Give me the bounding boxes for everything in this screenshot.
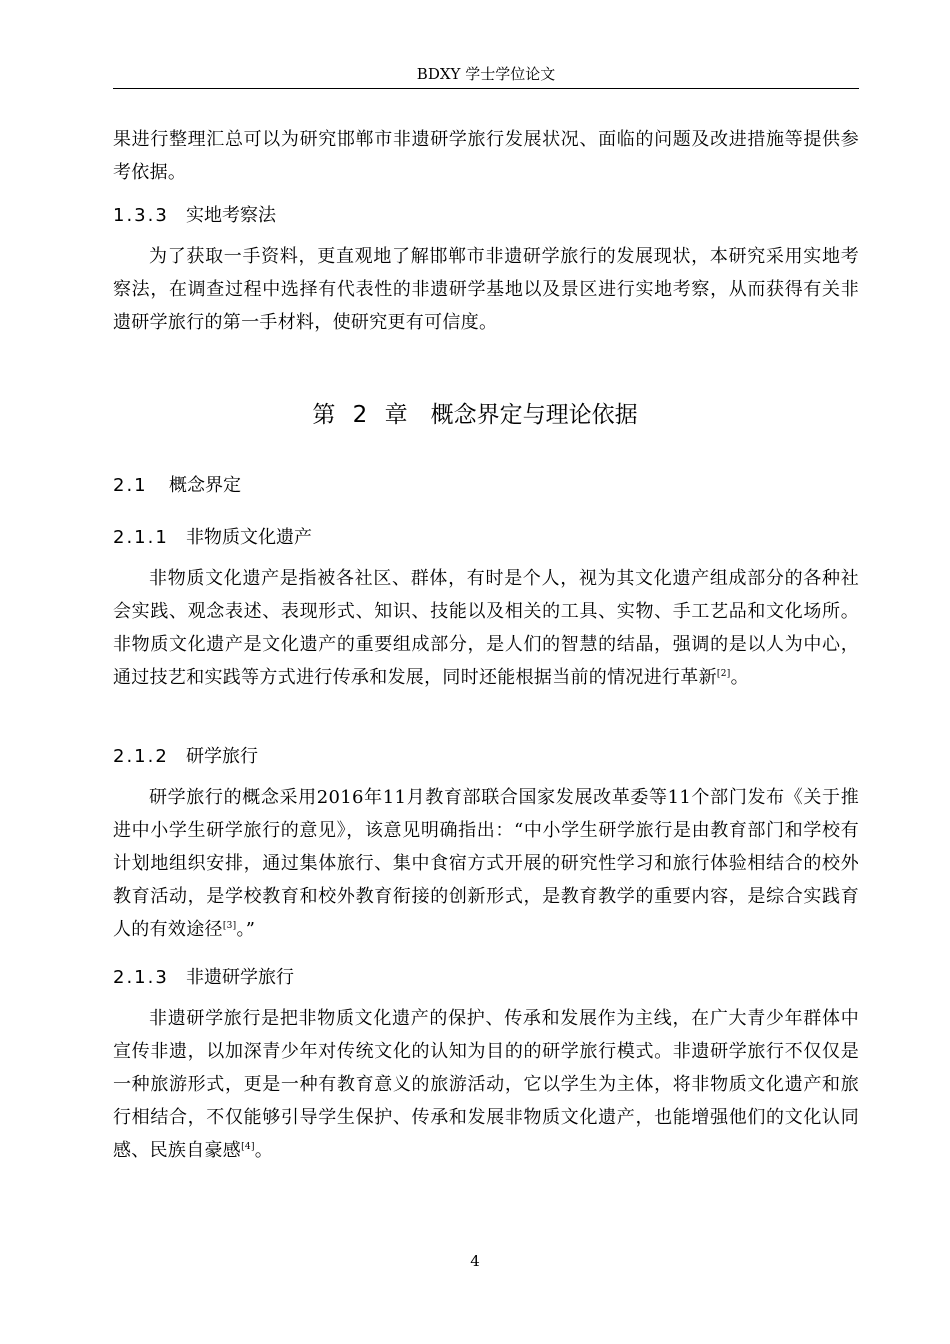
section-number: 1.3.3	[113, 205, 169, 226]
section-1-3-3-body: 为了获取一手资料，更直观地了解邯郸市非遗研学旅行的发展现状，本研究采用实地考察法，在调查过程中选择有代表性的非遗研学基地以及景区进行实地考察，从而获得有关非遗研学旅行的第一手材料，使研究更有可信度。	[113, 246, 859, 333]
paragraph-tail: 。”	[236, 919, 256, 940]
section-number: 2.1.1	[113, 527, 169, 548]
paragraph-tail: 。	[254, 1140, 274, 1161]
page-number: 4	[470, 1252, 480, 1270]
paragraph-text: 非遗研学旅行是把非物质文化遗产的保护、传承和发展作为主线，在广大青少年群体中宣传非遗，以加深青少年对传统文化的认知为目的的研学旅行模式。非遗研学旅行不仅仅是一种旅游形式，更是一种有教育意义的旅游活动，它以学生为主体，将非物质文化遗产和旅行相结合，不仅能够引导学生保护、传承和发展非物质文化遗产，也能增强他们的文化认同感、民族自豪感	[113, 1008, 859, 1161]
chapter-title: 概念界定与理论依据	[430, 402, 638, 428]
continuation-paragraph: 果进行整理汇总可以为研究邯郸市非遗研学旅行发展状况、面临的问题及改进措施等提供参考依据。	[113, 129, 859, 183]
section-2-1-heading	[113, 472, 241, 500]
citation-ref: [2]	[716, 669, 731, 679]
chapter-heading	[0, 398, 950, 432]
section-title: 概念界定	[169, 475, 241, 496]
section-2-1-3-body	[113, 1002, 859, 1167]
paragraph-text: 研学旅行的概念采用2016年11月教育部联合国家发展改革委等11个部门发布《关于推进中小学生研学旅行的意见》，该意见明确指出：“中小学生研学旅行是由教育部门和学校有计划地组织安排，通过集体旅行、集中食宿方式开展的研究性学习和旅行体验相结合的校外教育活动，是学校教育和校外教育衔接的创新形式，是教育教学的重要内容，是综合实践育人的有效途径	[113, 787, 859, 940]
section-1-3-3-heading	[113, 202, 276, 230]
citation-ref: [3]	[222, 921, 237, 931]
section-2-1-2-body	[113, 781, 859, 946]
section-number: 2.1.3	[113, 967, 169, 988]
section-2-1-1-heading	[113, 524, 312, 552]
section-title: 实地考察法	[186, 205, 276, 226]
section-title: 研学旅行	[186, 746, 258, 767]
paragraph-text: 非物质文化遗产是指被各社区、群体，有时是个人，视为其文化遗产组成部分的各种社会实践、观念表述、表现形式、知识、技能以及相关的工具、实物、手工艺品和文化场所。非物质文化遗产是文化遗产的重要组成部分，是人们的智慧的结晶，强调的是以人为中心，通过技艺和实践等方式进行传承和发展，同时还能根据当前的情况进行革新	[113, 568, 859, 688]
section-title: 非遗研学旅行	[186, 967, 294, 988]
section-2-1-1-body	[113, 562, 859, 694]
header-rule	[113, 88, 859, 89]
section-title: 非物质文化遗产	[186, 527, 312, 548]
chapter-label: 第 2 章	[312, 402, 413, 428]
section-2-1-3-heading	[113, 964, 294, 992]
section-2-1-2-heading	[113, 743, 258, 771]
section-number: 2.1.2	[113, 746, 169, 767]
section-number: 2.1	[113, 475, 148, 496]
citation-ref: [4]	[241, 1142, 255, 1152]
paragraph-tail: 。	[730, 667, 749, 688]
running-header: BDXY 学士学位论文	[416, 65, 556, 83]
